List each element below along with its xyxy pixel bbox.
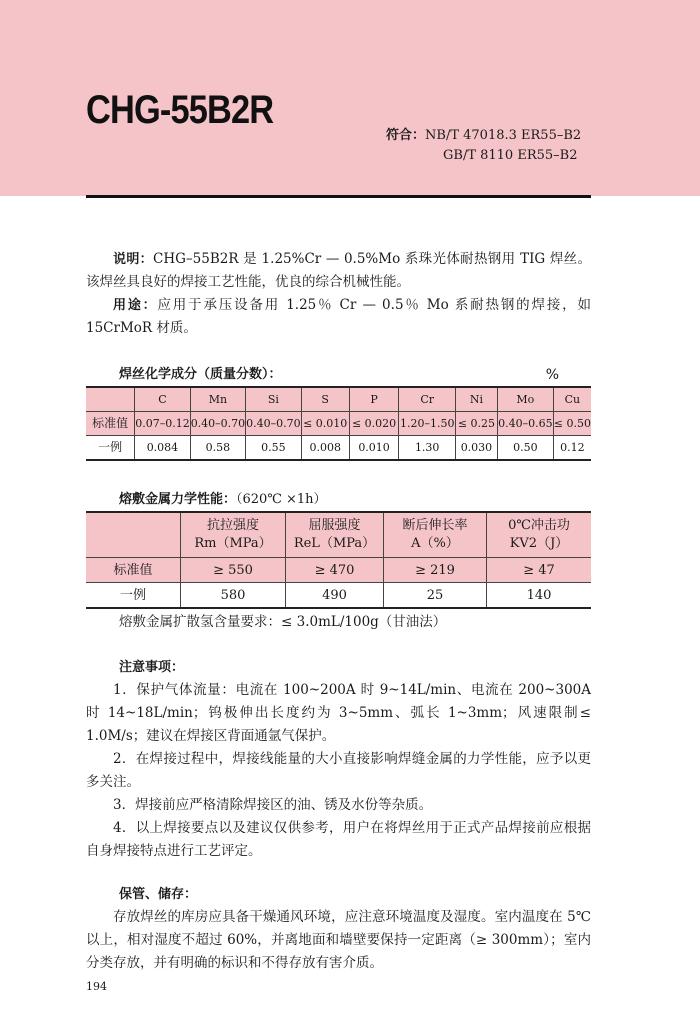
chem-cell: 0.58 [190,436,245,461]
mech-header-cell [487,512,592,558]
chem-cell: 0.010 [349,436,399,461]
chem-header-cell: Si [246,387,301,412]
standard-gbt: GB/T 8110 ER55–B2 [443,148,578,163]
usage-text: 应用于承压设备用 1.25％ Cr — 0.5％ Mo 系耐热钢的焊接，如 15CrMoR 材质。 [86,297,591,336]
header-rule [86,195,591,198]
chem-cell: 0.008 [301,436,349,461]
mech-header-line2: Rm（MPa） [194,536,272,551]
mech-header-line1: 断后伸长率 [402,518,468,533]
main-content [86,248,591,975]
mech-cell: 140 [487,583,592,609]
chem-cell: ≤ 0.25 [456,412,498,436]
chem-cell: 0.40–0.65 [497,412,553,436]
chem-cell: 1.30 [399,436,456,461]
notes-title: 注意事项： [119,660,185,675]
chem-header-cell: Cr [399,387,456,412]
mechanical-row-standard [86,558,591,583]
chem-header-cell: Ni [456,387,498,412]
storage-title: 保管、储存： [119,887,198,902]
usage-paragraph [86,294,591,340]
chem-cell: 1.20–1.50 [399,412,456,436]
mechanical-heading [86,489,591,511]
chemistry-table [86,386,591,461]
mech-header-line2: KV2（J） [509,536,569,551]
mech-header-line1: 屈服强度 [308,518,361,533]
chem-header-cell: C [135,387,190,412]
product-title: CHG-55B2R [86,88,274,132]
note-item: 3．焊接前应严格清除焊接区的油、锈及水份等杂质。 [113,797,433,813]
mech-cell: ≥ 470 [286,558,384,583]
chem-cell: ≤ 0.50 [553,412,591,436]
description-text: CHG–55B2R 是 1.25%Cr — 0.5%Mo 系珠光体耐热钢用 TIG 焊丝。该焊丝具良好的焊接工艺性能，优良的综合机械性能。 [86,251,591,290]
chemistry-heading [86,364,591,386]
mech-header-cell [286,512,384,558]
mech-cell: 25 [384,583,487,609]
mech-cell: ≥ 550 [181,558,286,583]
mechanical-condition: （620℃ ×1h） [236,492,327,507]
usage-label: 用途： [113,298,158,313]
mechanical-header-row [86,512,591,558]
mech-header-cell [181,512,286,558]
storage-text: 存放焊丝的库房应具备干燥通风环境，应注意环境温度及湿度。室内温度在 5℃以上，相对湿度不超过 60%，并离地面和墙壁要保持一定距离（≥ 300mm）；室内分类存放，并有明确的标识和不得存放有害介质。 [86,909,591,971]
mech-cell: ≥ 219 [384,558,487,583]
standards-block [386,126,581,166]
page-number: 194 [86,980,107,993]
standard-line-1 [386,126,581,146]
chem-cell: 标准值 [86,412,135,436]
chem-cell: 0.12 [553,436,591,461]
mech-cell: 一例 [86,583,181,609]
mech-cell: 580 [181,583,286,609]
chem-header-cell: S [301,387,349,412]
mech-cell: 490 [286,583,384,609]
chem-cell: 0.030 [456,436,498,461]
chem-cell: 0.55 [246,436,301,461]
standard-label: 符合： [386,128,426,143]
chemistry-title: 焊丝化学成分（质量分数）： [119,367,282,382]
mech-header-line1: 0℃冲击功 [508,518,570,533]
chemistry-header-row [86,387,591,412]
mech-header-line2: A（%） [411,536,459,551]
note-item: 4．以上焊接要点以及建议仅供参考，用户在将焊丝用于正式产品焊接前应根据自身焊接特点进行工艺评定。 [86,820,591,859]
description-label: 说明： [113,252,153,267]
chem-header-cell: Mo [497,387,553,412]
mechanical-row-example [86,583,591,609]
chem-cell: 0.40–0.70 [190,412,245,436]
chemistry-row-example [86,436,591,461]
chem-cell: ≤ 0.010 [301,412,349,436]
mech-header-cell [384,512,487,558]
mechanical-table [86,511,591,609]
mech-cell: 标准值 [86,558,181,583]
chem-cell: 0.50 [497,436,553,461]
description-paragraph [86,248,591,294]
chem-header-cell [86,387,135,412]
chem-cell: 0.40–0.70 [246,412,301,436]
mech-header-line2: ReL（MPa） [293,536,376,551]
mechanical-title: 熔敷金属力学性能： [119,492,237,507]
chem-header-cell: P [349,387,399,412]
chem-cell: 一例 [86,436,135,461]
chem-cell: ≤ 0.020 [349,412,399,436]
chemistry-row-standard [86,412,591,436]
chem-cell: 0.084 [135,436,190,461]
note-item: 2．在焊接过程中，焊接线能量的大小直接影响焊缝金属的力学性能，应予以更多关注。 [86,751,591,790]
standard-nbt: NB/T 47018.3 ER55–B2 [425,128,582,143]
chemistry-unit: % [545,367,559,383]
chem-cell: 0.07–0.12 [135,412,190,436]
mech-header-line1: 抗拉强度 [206,518,259,533]
chem-header-cell: Mn [190,387,245,412]
note-item: 1．保护气体流量：电流在 100~200A 时 9~14L/min、电流在 200~300A 时 14~18L/min；钨极伸出长度约为 3~5mm、弧长 1~3mm；风速限制≤ 1.0M/s；建议在焊接区背面通氩气保护。 [86,682,591,744]
mech-header-cell [86,512,181,558]
mech-cell: ≥ 47 [487,558,592,583]
hydrogen-requirement: 熔敷金属扩散氢含量要求：≤ 3.0mL/100g（甘油法） [119,614,447,630]
chem-header-cell: Cu [553,387,591,412]
